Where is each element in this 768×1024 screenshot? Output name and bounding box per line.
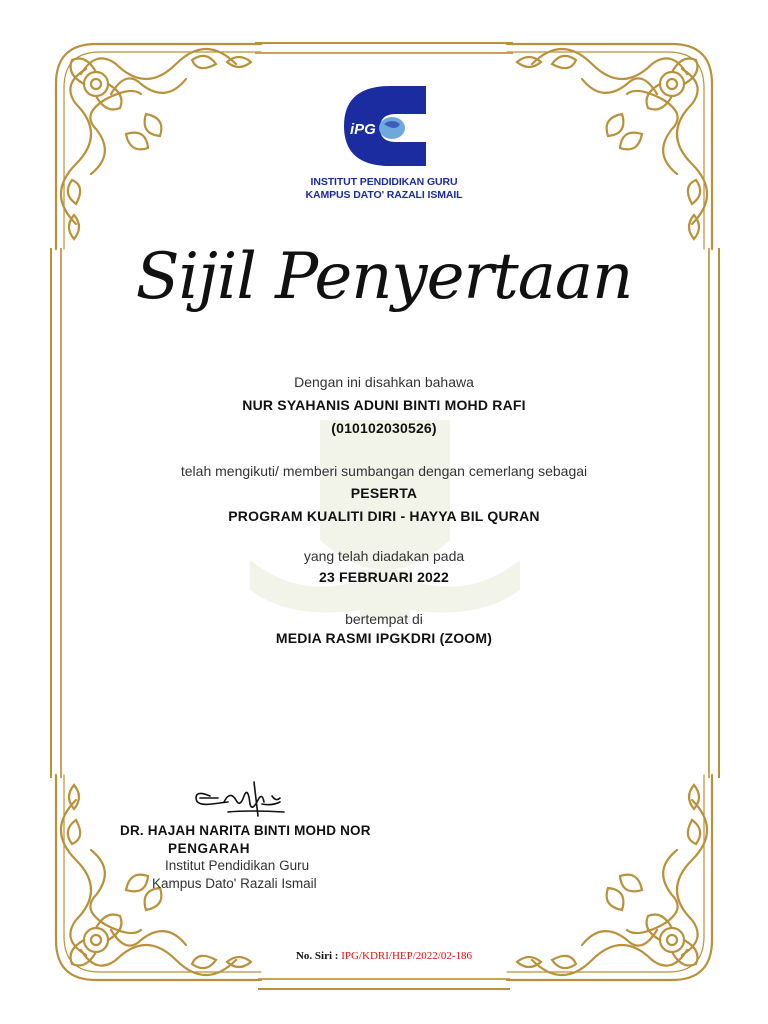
- border-top: [255, 42, 513, 54]
- institution-name: [0, 176, 768, 202]
- signature-image: [188, 776, 288, 822]
- corner-ornament-top-left: [36, 24, 266, 254]
- participant-role: PESERTA: [350, 485, 418, 501]
- border-bottom: [258, 978, 510, 990]
- program-name: PROGRAM KUALITI DIRI - HAYYA BIL QURAN: [228, 508, 540, 524]
- ipg-logo: [340, 84, 430, 168]
- event-date: 23 FEBRUARI 2022: [318, 569, 450, 585]
- signatory-institution-line1: Institut Pendidikan Guru: [165, 858, 310, 873]
- serial-label: No. Siri :: [295, 950, 339, 962]
- corner-ornament-top-right: [502, 24, 732, 254]
- intro-text: Dengan ini disahkan bahawa: [294, 374, 474, 390]
- date-intro: yang telah diadakan pada: [303, 548, 465, 564]
- recipient-id: (010102030526): [331, 420, 437, 436]
- venue-intro: bertempat di: [345, 611, 423, 627]
- event-venue: MEDIA RASMI IPGKDRI (ZOOM): [275, 630, 493, 646]
- svg-text:iPG: iPG: [350, 121, 376, 138]
- recipient-name: NUR SYAHANIS ADUNI BINTI MOHD RAFI: [242, 397, 526, 413]
- institution-name-line2: KAMPUS DATO' RAZALI ISMAIL: [305, 189, 463, 201]
- serial-number: [0, 950, 768, 962]
- certificate-title: Sijil Penyertaan: [135, 240, 633, 314]
- signatory-institution-line2: Kampus Dato' Razali Ismail: [152, 876, 317, 891]
- institution-name-line1: INSTITUT PENDIDIKAN GURU: [310, 176, 458, 188]
- participation-text: telah mengikuti/ memberi sumbangan dengan cemerlang sebagai: [180, 463, 588, 479]
- signatory-name: DR. HAJAH NARITA BINTI MOHD NOR: [120, 823, 371, 838]
- corner-ornament-bottom-right: [502, 770, 732, 1000]
- signatory-title: PENGARAH: [168, 841, 251, 856]
- serial-value: IPG/KDRI/HEP/2022/02-186: [341, 950, 472, 962]
